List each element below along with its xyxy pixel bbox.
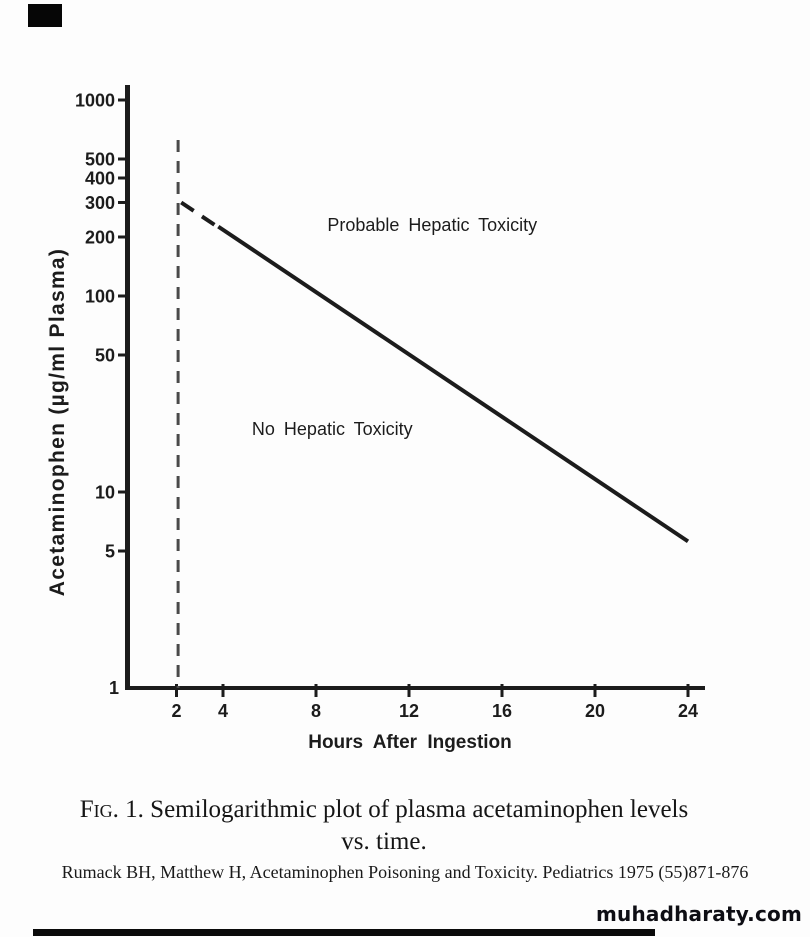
x-tick-label: 4 — [217, 701, 229, 721]
y-tick-label: 100 — [84, 286, 115, 307]
x-tick-label: 8 — [310, 701, 322, 721]
probable-hepatic-toxicity-label: Probable Hepatic Toxicity — [327, 215, 538, 236]
y-tick-label: 500 — [84, 149, 115, 170]
no-hepatic-toxicity-label: No Hepatic Toxicity — [251, 418, 413, 439]
x-tick-label: 2 — [171, 701, 182, 721]
y-tick-label: 300 — [84, 192, 115, 213]
y-tick-label: 5 — [104, 541, 115, 562]
x-tick-label: 24 — [677, 701, 699, 721]
caption-line2: vs. time. — [341, 828, 427, 855]
figure-caption — [0, 794, 768, 858]
x-tick-label: 20 — [584, 701, 606, 721]
x-tick-label: 16 — [491, 701, 513, 721]
y-tick-label: 400 — [84, 168, 115, 189]
scan-artifact-bottom-bar — [33, 929, 655, 936]
watermark-text: muhadharaty.com — [595, 902, 802, 926]
x-tick-label: 12 — [398, 701, 420, 721]
y-tick-label: 200 — [84, 227, 115, 248]
y-tick-label: 1 — [108, 678, 119, 698]
x-axis-title: Hours After Ingestion — [308, 732, 512, 753]
figure-number: Fig. 1. — [79, 796, 144, 823]
caption-line1: Semilogarithmic plot of plasma acetaminophen levels — [150, 796, 689, 823]
y-axis-title: Acetaminophen (µg/ml Plasma) — [46, 247, 69, 597]
citation-line: Rumack BH, Matthew H, Acetaminophen Poisoning and Toxicity. Pediatrics 1975 (55)871-876 — [61, 862, 749, 882]
y-tick-label: 10 — [94, 482, 115, 503]
y-tick-label: 50 — [94, 345, 115, 366]
rumack-line-dashed-segment — [181, 203, 216, 226]
rumack-line-solid-segment — [218, 227, 688, 542]
y-tick-label: 1000 — [74, 90, 115, 111]
